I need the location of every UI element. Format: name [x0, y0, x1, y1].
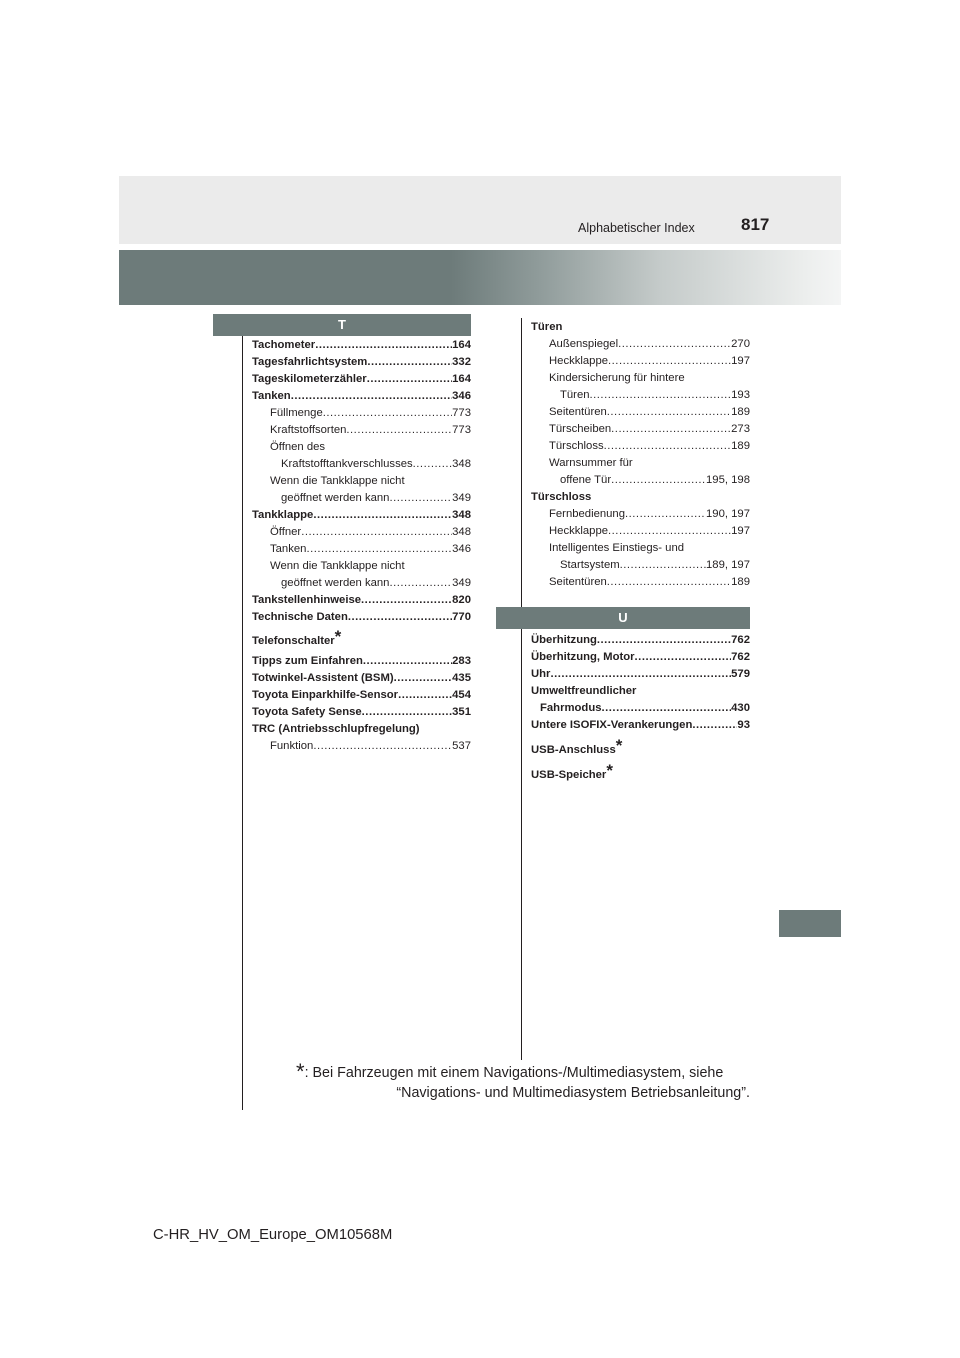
footnote-marker: *	[334, 627, 342, 646]
index-entry: Technische Daten ..... 770	[252, 609, 471, 626]
index-entry: Tageskilometerzähler ..... 164	[252, 371, 471, 388]
index-entry: Tanken ..... 346	[252, 388, 471, 405]
index-entry: Tachometer ..... 164	[252, 337, 471, 354]
index-subentry: geöffnet werden kann ..... 349	[281, 490, 471, 507]
footnote-line-2: “Navigations- und Multimediasystem Betriebsanleitung”.	[396, 1085, 750, 1101]
index-subentry: Seitentüren ..... 189	[549, 404, 750, 421]
index-subentry: Wenn die Tankklappe nicht	[270, 475, 405, 487]
letter-heading-t: T	[213, 314, 471, 336]
document-code: C-HR_HV_OM_Europe_OM10568M	[153, 1227, 393, 1243]
index-entry: Telefonschalter*	[252, 627, 342, 647]
index-subentry: Startsystem ..... 189, 197	[560, 557, 750, 574]
index-entry: Türen	[531, 321, 563, 333]
index-subentry: Kindersicherung für hintere	[549, 372, 685, 384]
index-subentry: Türschloss ..... 189	[549, 438, 750, 455]
index-subentry: Außenspiegel ..... 270	[549, 336, 750, 353]
index-subentry: Tanken ..... 346	[270, 541, 471, 558]
index-entry: Untere ISOFIX-Verankerungen ..... 93	[531, 717, 750, 734]
index-subentry: Kraftstoffsorten ..... 773	[270, 422, 471, 439]
page-number: 817	[741, 215, 770, 234]
index-subentry: geöffnet werden kann ..... 349	[281, 575, 471, 592]
index-entry: Überhitzung, Motor ..... 762	[531, 649, 750, 666]
index-entry: USB-Anschluss*	[531, 736, 623, 756]
index-subentry: Heckklappe ..... 197	[549, 353, 750, 370]
index-entry: Tipps zum Einfahren ..... 283	[252, 653, 471, 670]
index-subentry: Wenn die Tankklappe nicht	[270, 560, 405, 572]
left-margin-rule	[242, 333, 243, 1110]
index-entry: Tankstellenhinweise ..... 820	[252, 592, 471, 609]
footnote-line-1: : Bei Fahrzeugen mit einem Navigations-/Multimediasystem, siehe	[304, 1065, 724, 1081]
index-entry: USB-Speicher*	[531, 761, 613, 781]
index-entry: TRC (Antriebsschlupfregelung)	[252, 723, 420, 735]
index-subentry: Fernbedienung ..... 190, 197	[549, 506, 750, 523]
index-entry: Türschloss	[531, 491, 592, 503]
column-divider	[521, 318, 522, 1060]
index-subentry: offene Tür ..... 195, 198	[560, 472, 750, 489]
footnote	[296, 1059, 750, 1103]
footnote-marker: *	[296, 1059, 305, 1084]
index-subentry: Türscheiben ..... 273	[549, 421, 750, 438]
index-subentry: Füllmenge ..... 773	[270, 405, 471, 422]
index-subentry: Öffner ..... 348	[270, 524, 471, 541]
header-band	[119, 176, 841, 244]
index-entry: Tankklappe ..... 348	[252, 507, 471, 524]
index-subentry: Intelligentes Einstiegs- und	[549, 542, 685, 554]
index-subentry: Kraftstofftankverschlusses ..... 348	[281, 456, 471, 473]
index-subentry: Heckklappe ..... 197	[549, 523, 750, 540]
index-entry: Fahrmodus ..... 430	[540, 700, 750, 717]
index-subentry: Seitentüren ..... 189	[549, 574, 750, 591]
index-entry: Überhitzung ..... 762	[531, 632, 750, 649]
chapter-banner	[119, 250, 841, 305]
index-entry: Totwinkel-Assistent (BSM) ..... 435	[252, 670, 471, 687]
footnote-marker: *	[606, 761, 613, 780]
index-entry: Toyota Einparkhilfe-Sensor ..... 454	[252, 687, 471, 704]
chapter-side-tab	[779, 910, 841, 937]
footnote-marker: *	[615, 736, 623, 755]
index-entry: Uhr ..... 579	[531, 666, 750, 683]
index-entry: Tagesfahrlichtsystem ..... 332	[252, 354, 471, 371]
index-entry: Toyota Safety Sense ..... 351	[252, 704, 471, 721]
index-entry: Umweltfreundlicher	[531, 685, 637, 697]
index-subentry: Öffnen des	[270, 441, 326, 453]
index-subentry: Funktion ..... 537	[270, 738, 471, 755]
letter-heading-u: U	[496, 607, 750, 629]
header-title: Alphabetischer Index	[578, 221, 695, 235]
index-subentry: Warnsummer für	[549, 457, 633, 469]
index-subentry: Türen ..... 193	[560, 387, 750, 404]
